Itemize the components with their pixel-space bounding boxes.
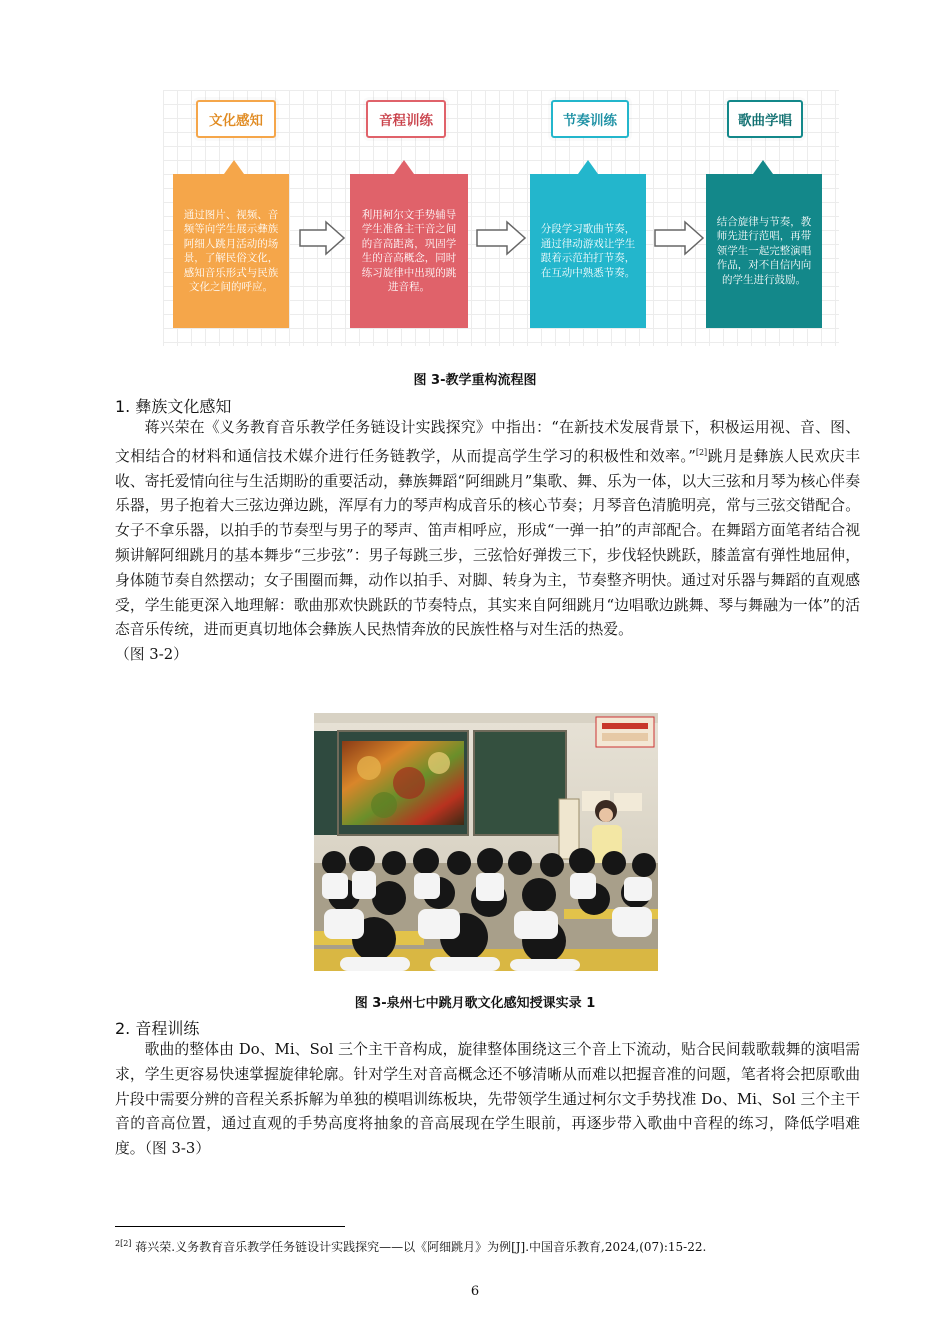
arrow-right-icon bbox=[475, 220, 527, 256]
footnote-rule bbox=[115, 1226, 345, 1227]
step-title-culture: 文化感知 bbox=[196, 100, 276, 138]
body-text: 歌曲的整体由 Do、Mi、Sol 三个主干音构成，旋律整体围绕这三个音上下流动，贴合民间载歌载舞的演唱需求，学生更容易快速掌握旋律轮廓。针对学生对音高概念还不够清晰从而难以把握音准的问题，笔者将会把原歌曲片段中需要分辨的音程关系拆解为单独的模唱训练板块，先带领学生通过柯尔文手势找准 Do、Mi、Sol 三个主干音的音高位置，通过直观的手势高度将抽象的音高展现在学生眼前，再逐步带入歌曲中音程的练习，降低学唱难度。（图 3-3） bbox=[115, 1041, 860, 1158]
figure-reference: （图 3-2） bbox=[115, 646, 188, 664]
footnote-text: 蒋兴荣.义务教育音乐教学任务链设计实践探究——以《阿细跳月》为例[J].中国音乐教育,2024,(07):15-22. bbox=[135, 1240, 707, 1254]
section-paragraph bbox=[115, 1038, 860, 1162]
step-pointer bbox=[394, 160, 414, 174]
section-paragraph bbox=[115, 416, 860, 668]
step-pointer bbox=[224, 160, 244, 174]
figure-caption: 图 3-教学重构流程图 bbox=[413, 373, 537, 388]
step-box-singing: 结合旋律与节奏，教师先进行范唱，再带领学生一起完整演唱作品，对不自信内向的学生进行鼓励。 bbox=[706, 174, 822, 328]
step-box-culture: 通过图片、视频、音频等向学生展示彝族阿细人跳月活动的场景，了解民俗文化，感知音乐形式与民族文化之间的呼应。 bbox=[173, 174, 289, 328]
figure-caption: 图 3-泉州七中跳月歌文化感知授课实录 1 bbox=[354, 996, 596, 1011]
classroom-photo bbox=[314, 713, 658, 971]
step-pointer bbox=[578, 160, 598, 174]
arrow-right-icon bbox=[298, 220, 346, 256]
body-text: 跳月是彝族人民欢庆丰收、寄托爱情向往与生活期盼的重要活动，彝族舞蹈“阿细跳月”集歌、舞、乐为一体，以大三弦和月琴为核心伴奏乐器，男子抱着大三弦边弹边跳，浑厚有力的琴声构成音乐的核心节奏；月琴音色清脆明亮，常与三弦交错配合。女子不拿乐器，以拍手的节奏型与男子的琴声、笛声相呼应，形成“一弹一拍”的声部配合。在舞蹈方面笔者结合视频讲解阿细跳月的基本舞步“三步弦”：男子每跳三步，三弦恰好弹拨三下，步伐轻快跳跃，膝盖富有弹性地屈伸，身体随节奏自然摆动；女子围圈而舞，动作以拍手、对脚、转身为主，节奏整齐明快。通过对乐器与舞蹈的直观感受，学生能更深入地理解：歌曲那欢快跳跃的节奏特点，其实来自阿细跳月“边唱歌边跳舞、琴与舞融为一体”的活态音乐传统，进而更真切地体会彝族人民热情奔放的民族性格与对生活的热爱。 bbox=[115, 447, 860, 639]
step-title-rhythm: 节奏训练 bbox=[551, 100, 629, 138]
classroom-photo-illustration bbox=[314, 713, 658, 971]
citation-mark: [2] bbox=[695, 447, 708, 457]
page-number: 6 bbox=[470, 1284, 480, 1299]
footnote-mark: 2[2] bbox=[115, 1239, 132, 1248]
step-box-rhythm: 分段学习歌曲节奏，通过律动游戏让学生跟着示范拍打节奏，在互动中熟悉节奏。 bbox=[530, 174, 646, 328]
body-text: 蒋兴荣在《义务教育音乐教学任务链设计实践探究》中指出：“在新技术发展背景下，积极运用视、音、图、文相结合的材料和通信技术媒介进行任务链教学，从而提高学生学习的积极性和效率。” bbox=[115, 419, 860, 465]
flow-chart bbox=[163, 90, 839, 346]
step-box-interval: 利用柯尔文手势辅导学生准备主干音之间的音高距离，巩固学生的音高概念，同时练习旋律中出现的跳进音程。 bbox=[350, 174, 468, 328]
section-heading: 1. 彝族文化感知 bbox=[115, 397, 232, 416]
section-heading: 2. 音程训练 bbox=[115, 1019, 200, 1038]
step-title-singing: 歌曲学唱 bbox=[727, 100, 803, 138]
footnote bbox=[115, 1238, 706, 1255]
step-title-interval: 音程训练 bbox=[366, 100, 446, 138]
step-pointer bbox=[753, 160, 773, 174]
arrow-right-icon bbox=[653, 220, 705, 256]
